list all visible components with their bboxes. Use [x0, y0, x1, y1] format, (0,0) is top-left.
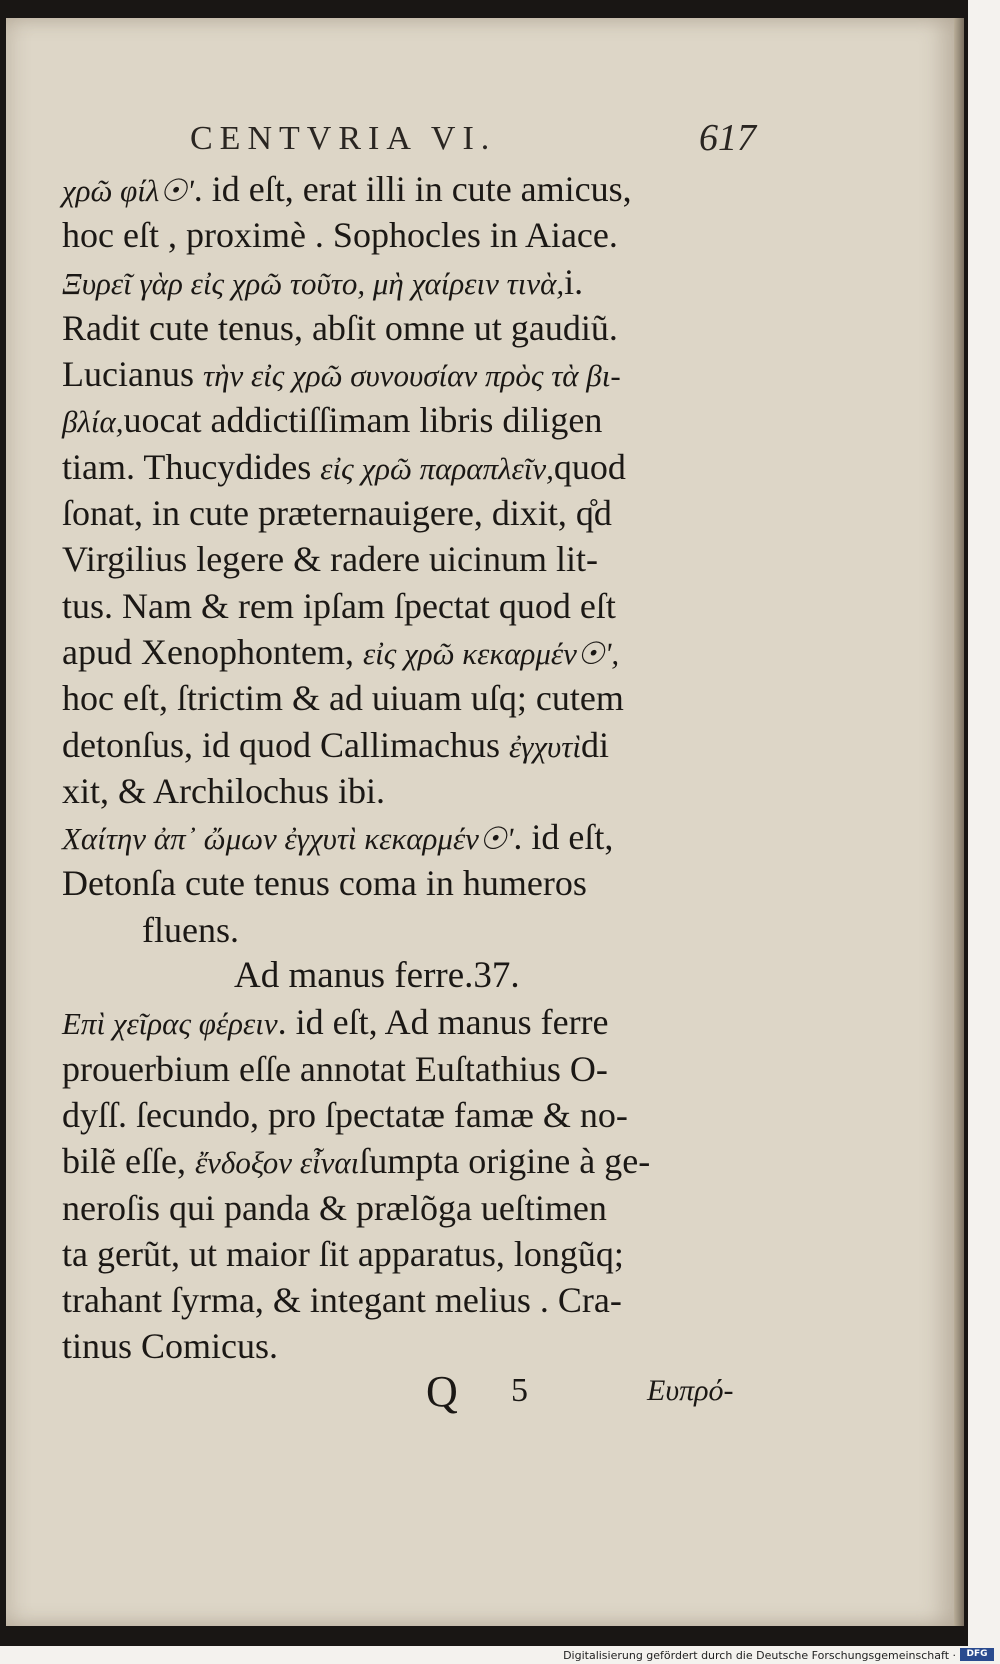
latin-text: . id eſt, erat illi in cute amicus,	[193, 169, 632, 209]
latin-text: neroſis qui panda & prælõga ueſtimen	[62, 1187, 607, 1228]
greek-text: ἔνδοξον εἶναι	[194, 1145, 360, 1181]
latin-text: apud Xenophontem,	[62, 631, 363, 672]
latin-text: ſonat, in cute præternauigere, dixit, q̊d	[62, 493, 612, 534]
text-line	[62, 166, 762, 212]
latin-text: uocat addictiſſimam libris diligen	[123, 400, 603, 441]
latin-text: . id eſt,	[513, 817, 614, 858]
text-line	[62, 722, 762, 768]
latin-text: Ad manus ferre.37.	[234, 955, 520, 997]
text-line	[62, 860, 762, 906]
text-line	[62, 1138, 762, 1184]
running-head-title: CENTVRIA VI.	[190, 120, 497, 157]
digitization-footer	[0, 1646, 1000, 1664]
latin-text: hoc eſt, ſtrictim & ad uiuam uſq; cutem	[62, 678, 624, 719]
text-line	[62, 999, 762, 1045]
greek-text: ἐγχυτὶ	[508, 728, 581, 764]
running-header	[6, 114, 956, 164]
text-line	[62, 583, 762, 629]
latin-text: Detonſa cute tenus coma in humeros	[62, 863, 587, 904]
latin-text: prouerbium eſſe annotat Euſtathius O-	[62, 1048, 608, 1089]
book-page	[6, 18, 956, 1626]
text-line	[62, 814, 762, 860]
dfg-logo: DFG	[960, 1648, 994, 1661]
latin-text: tinus Comicus.	[62, 1326, 279, 1367]
page-number: 617	[699, 117, 756, 159]
latin-text: Virgilius legere & radere uicinum lit-	[62, 539, 599, 580]
latin-text: fluens.	[142, 909, 239, 950]
greek-text: εἰς χρῶ κεκαρμέν☉ʹ,	[362, 635, 620, 671]
latin-text: . id eſt, Ad manus ferre	[277, 1002, 609, 1043]
text-line	[62, 768, 762, 814]
latin-text: di	[580, 724, 609, 765]
greek-text: τὴν εἰς χρῶ συνουσίαν πρὸς τὰ βι-	[202, 358, 621, 394]
latin-text: tus. Nam & rem ipſam ſpectat quod eſt	[62, 585, 616, 626]
latin-text: xit, & Archilochus ibi.	[62, 770, 385, 811]
text-line	[62, 444, 762, 490]
latin-text: dyſſ. ſecundo, pro ſpectatæ famæ & no-	[62, 1094, 628, 1135]
text-line	[62, 1323, 762, 1369]
footer-credit-text: Digitalisierung gefördert durch die Deutsche Forschungsgemeinschaft ·	[563, 1649, 956, 1662]
text-line	[62, 953, 762, 999]
latin-text: ta gerũt, ut maior ſit apparatus, longũq;	[62, 1233, 624, 1274]
text-line	[62, 490, 762, 536]
text-line	[62, 907, 762, 953]
greek-text: Χαίτην ἀπ᾽ ὤμων ἐγχυτὶ κεκαρμέν☉ʹ	[62, 821, 514, 857]
greek-text: βλία,	[62, 404, 124, 440]
signature-mark: Q	[426, 1367, 458, 1416]
catchword: Ευπρό-	[647, 1374, 734, 1407]
latin-text: quod	[553, 446, 626, 487]
text-line	[62, 397, 762, 443]
text-line	[62, 1046, 762, 1092]
text-line	[62, 1185, 762, 1231]
latin-text: detonſus, id quod Callimachus	[62, 724, 509, 765]
text-line	[62, 536, 762, 582]
latin-text: Lucianus	[62, 354, 203, 395]
latin-text: ſumpta origine à ge-	[359, 1141, 651, 1182]
latin-text: tiam. Thucydides	[62, 446, 321, 487]
text-line	[62, 1092, 762, 1138]
text-line	[62, 212, 762, 258]
text-line	[62, 305, 762, 351]
text-line	[62, 351, 762, 397]
latin-text: trahant ſyrma, & integant melius . Cra-	[62, 1280, 622, 1321]
greek-text: χρῶ φίλ☉ʹ	[62, 173, 194, 208]
signature-number: 5	[511, 1372, 528, 1409]
greek-text: εἰς χρῶ παραπλεῖν,	[320, 450, 554, 486]
text-line	[62, 1231, 762, 1277]
greek-text: Ξυρεῖ γὰρ εἰς χρῶ τοῦτο, μὴ χαίρειν τινὰ,	[62, 265, 565, 301]
signature-line	[6, 1366, 956, 1422]
latin-text: i.	[564, 261, 584, 302]
latin-text: Radit cute tenus, abſit omne ut gaudiũ.	[62, 307, 618, 348]
text-line	[62, 1277, 762, 1323]
greek-text: Επὶ χεῖρας φέρειν	[62, 1006, 278, 1042]
latin-text: hoc eſt , proximè . Sophocles in Aiace.	[62, 215, 618, 256]
text-line	[62, 675, 762, 721]
latin-text: bilẽ eſſe,	[62, 1141, 195, 1182]
text-line	[62, 259, 762, 305]
body-text	[62, 166, 762, 1370]
text-line	[62, 629, 762, 675]
